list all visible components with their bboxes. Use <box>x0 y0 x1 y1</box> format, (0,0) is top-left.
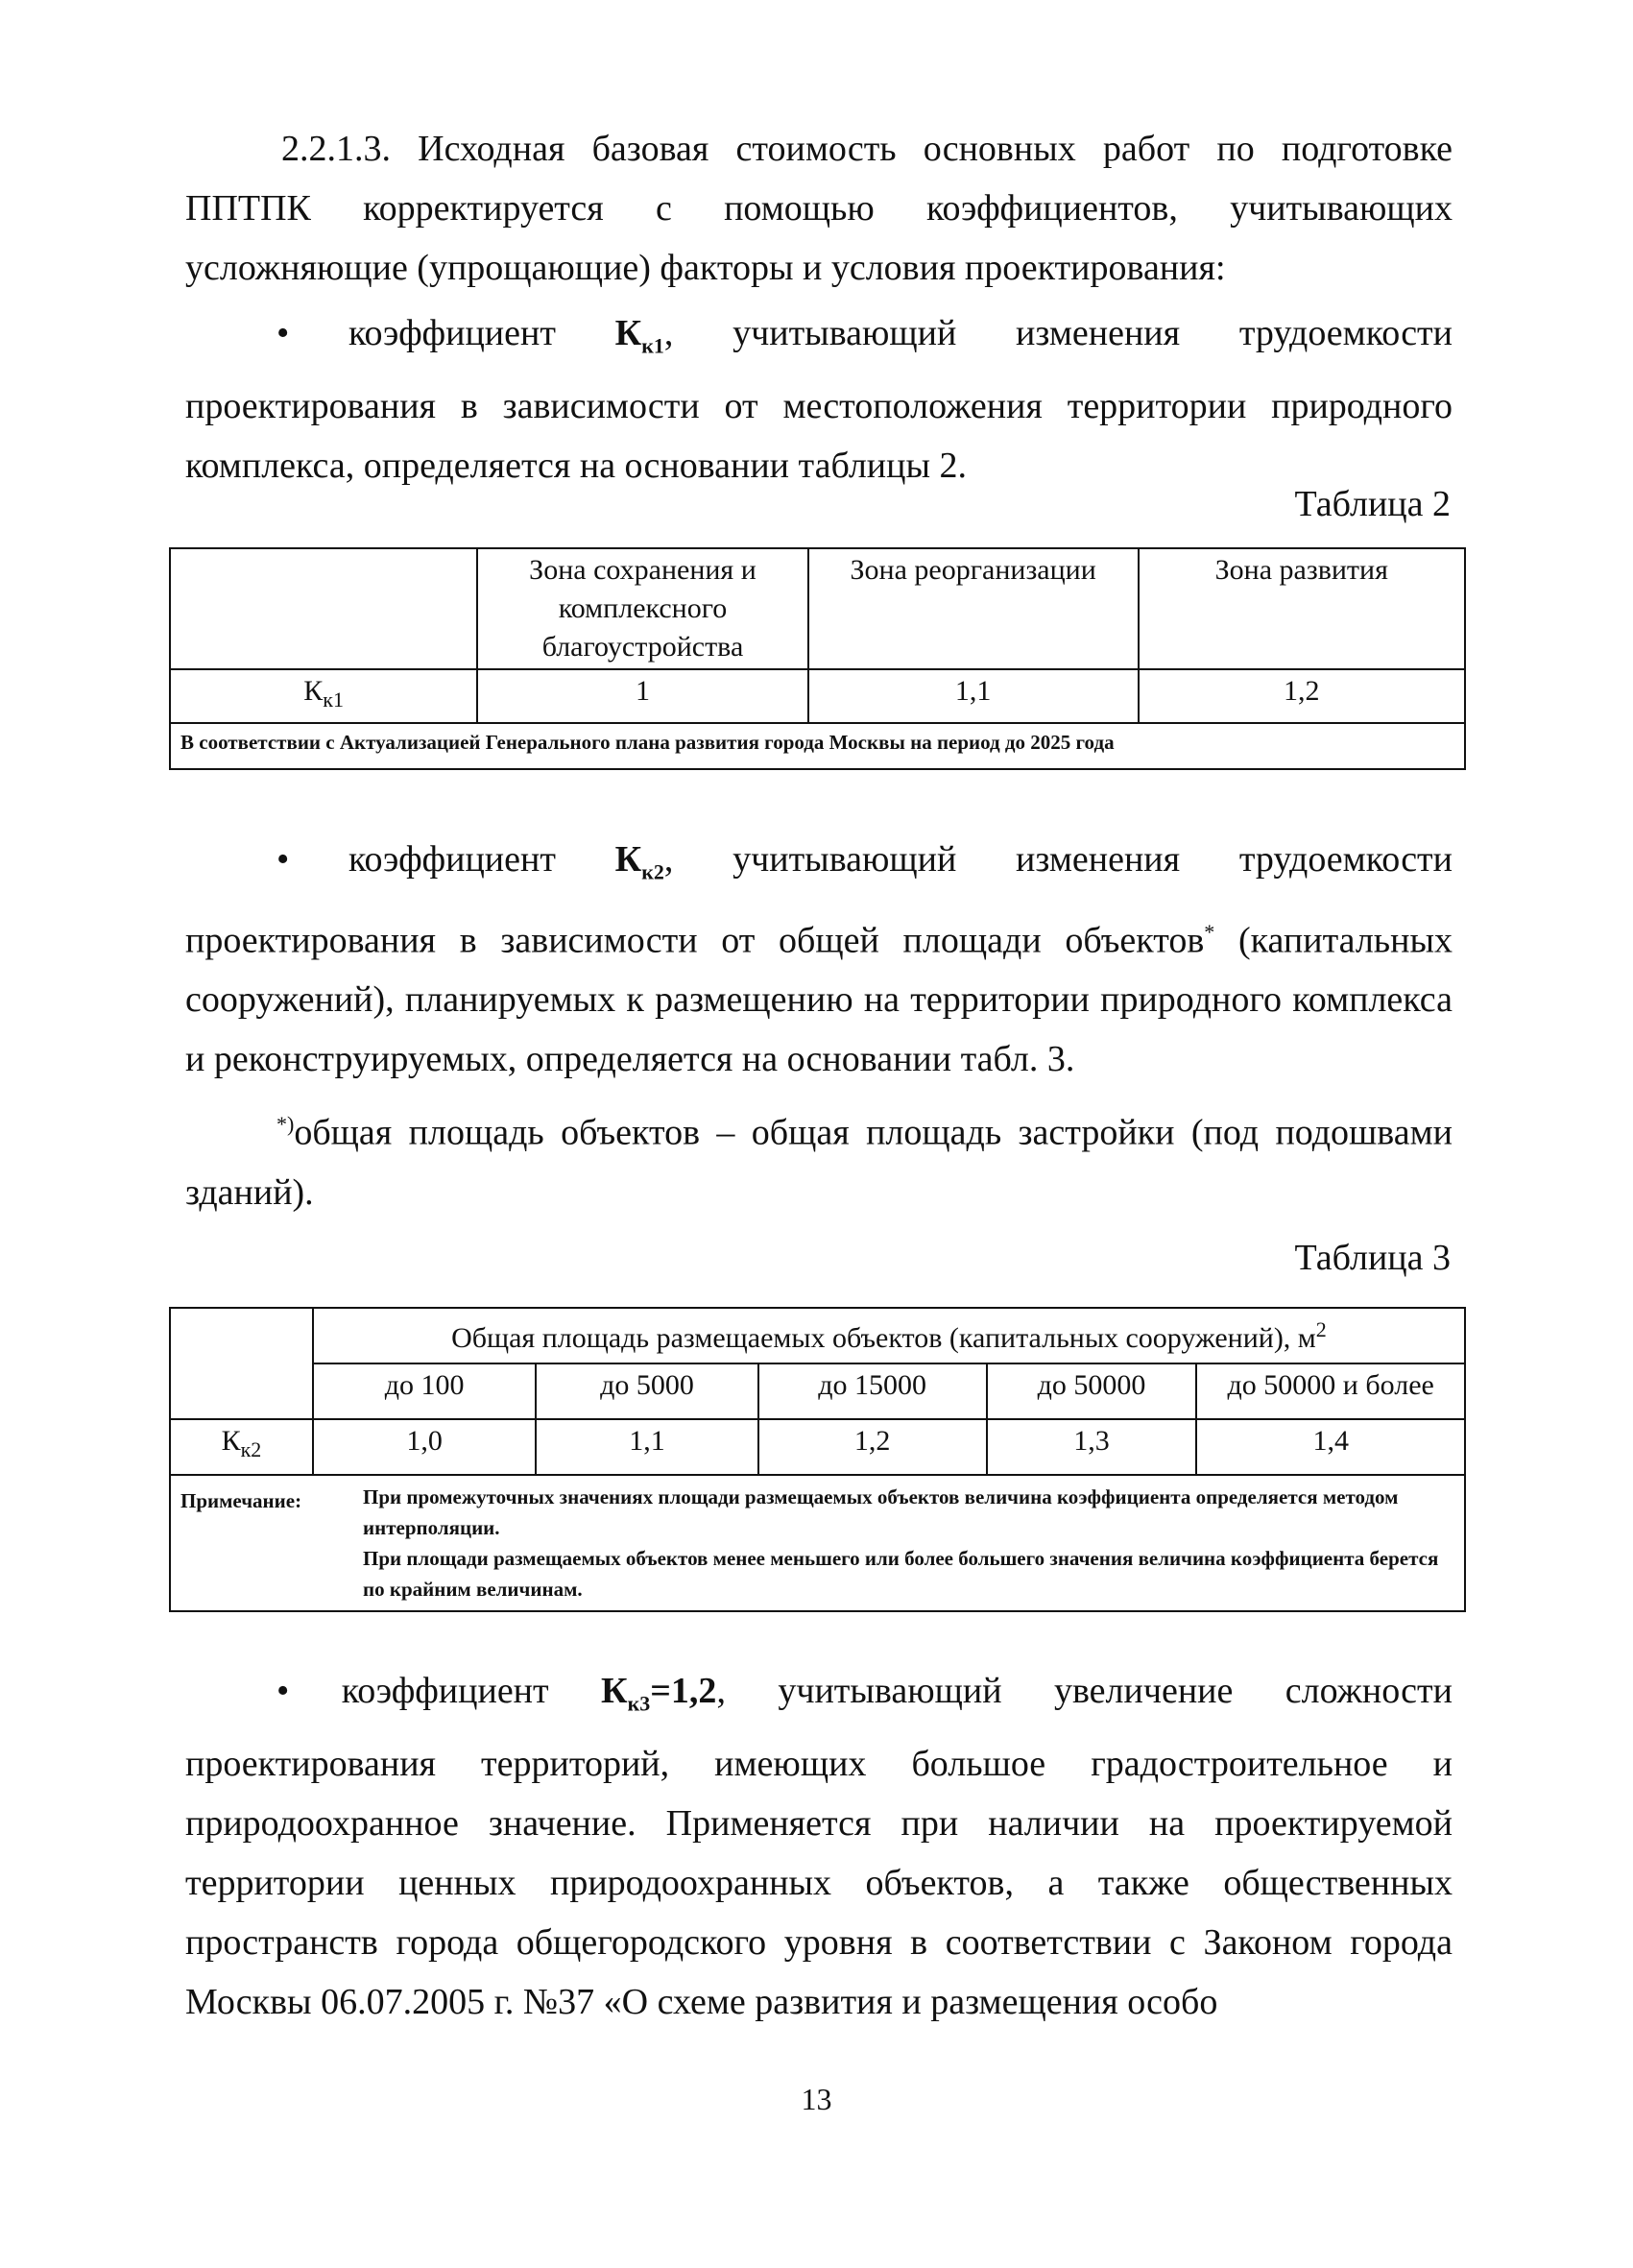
table2-caption: Таблица 2 <box>1294 484 1451 524</box>
table3-note-row <box>170 1475 1465 1611</box>
footnote-marker: * <box>1204 919 1215 944</box>
table3-range-cell: до 100 <box>313 1363 536 1419</box>
table2-note-row <box>170 723 1465 769</box>
table3-note <box>169 1474 1466 1612</box>
footnote-text: общая площадь объектов – общая площадь застройки (под подошвами зданий). <box>185 1112 1453 1213</box>
bullet-k2-text-end: (капитальных сооружений), планируемых к размещению на территории природного комплекса и реконструируемых, определяется на основании табл. 3. <box>185 920 1453 1080</box>
page-number: 13 <box>801 2082 832 2116</box>
table3-row-label-subscript: к2 <box>240 1437 262 1461</box>
coefficient-k3 <box>601 1671 717 1716</box>
table2-value-cell: 1 <box>477 669 808 723</box>
bullet-k1-prefix: • коэффициент <box>276 313 615 353</box>
table3-note-label: Примечание: <box>170 1475 353 1611</box>
bullet-k1 <box>185 303 1453 495</box>
table2-value-cell: 1,1 <box>808 669 1139 723</box>
paragraph-intro-line1: 2.2.1.3. Исходная базовая стоимость основных работ по подготовке <box>281 129 1453 169</box>
table3-row-label-symbol: К <box>221 1425 241 1457</box>
bullet-k2-prefix: • коэффициент <box>276 839 615 880</box>
table3-corner-cell <box>170 1308 313 1419</box>
coefficient-k1-subscript: к1 <box>641 333 664 358</box>
table3-header <box>313 1308 1465 1363</box>
table3-value-cell: 1,0 <box>313 1419 536 1475</box>
table2-note: В соответствии с Актуализацией Генерального плана развития города Москвы на период до 2025 года <box>170 723 1465 769</box>
table3-header-row <box>170 1308 1465 1363</box>
bullet-k3-text: , учитывающий увеличение сложности проектирования территорий, имеющих большое градостроительное и природоохранное значение. Применяется при наличии на проектируемой территории ценных природоохранных объектов, а также общественных пространств города общегородского уровня в соответствии с Законом города Москвы 06.07.2005 г. №37 «О схеме развития и размещения особо <box>185 1671 1453 2022</box>
table3-range-cell: до 5000 <box>536 1363 757 1419</box>
bullet-k3-prefix: • коэффициент <box>276 1671 602 1711</box>
coefficient-k2-symbol: К <box>614 839 642 880</box>
table3-range-cell: до 50000 <box>987 1363 1197 1419</box>
bullet-k1-text: , учитывающий изменения трудоемкости проектирования в зависимости от местоположения территории природного комплекса, определяется на основании таблицы 2. <box>185 313 1453 486</box>
table2-row-label <box>170 669 477 723</box>
table3-value-cell: 1,4 <box>1196 1419 1465 1475</box>
table3-range-cell: до 50000 и более <box>1196 1363 1465 1419</box>
footnote-paragraph <box>185 1095 1453 1222</box>
bullet-k3 <box>185 1661 1453 2032</box>
paragraph-intro-rest: ППТПК корректируется с помощью коэффициентов, учитывающих усложняющие (упрощающие) факторы и условия проектирования: <box>185 188 1453 288</box>
table2 <box>169 547 1466 770</box>
paragraph-intro <box>185 119 1453 298</box>
table2-value-row <box>170 669 1465 723</box>
bullet-k2 <box>185 830 1453 1089</box>
table3-value-cell: 1,1 <box>536 1419 757 1475</box>
table2-corner-cell <box>170 548 477 669</box>
table2-row-label-subscript: к1 <box>323 688 344 712</box>
table3-note-body <box>353 1475 1465 1611</box>
table3-ranges-row <box>170 1363 1465 1419</box>
coefficient-k3-symbol: К <box>601 1671 628 1711</box>
table3-range-cell: до 15000 <box>758 1363 987 1419</box>
coefficient-k3-subscript: к3 <box>627 1691 651 1716</box>
coefficient-k3-value: =1,2 <box>650 1671 717 1711</box>
table2-header-row <box>170 548 1465 669</box>
bullet-k2-text: , учитывающий изменения трудоемкости проектирования в зависимости от общей площади объектов <box>185 839 1453 961</box>
table3 <box>169 1307 1466 1476</box>
coefficient-k2 <box>614 839 664 884</box>
table2-header-zone-reorganization: Зона реорганизации <box>808 548 1139 669</box>
table3-value-row <box>170 1419 1465 1475</box>
table3-value-cell: 1,2 <box>758 1419 987 1475</box>
table3-row-label <box>170 1419 313 1475</box>
table3-note-line2: При площади размещаемых объектов менее меньшего или более большего значения величина коэффициента берется по крайним величинам. <box>363 1547 1439 1601</box>
table3-header-unit-exponent: 2 <box>1315 1317 1327 1341</box>
table3-value-cell: 1,3 <box>987 1419 1197 1475</box>
footnote-mark: *) <box>276 1112 295 1136</box>
coefficient-k2-subscript: к2 <box>641 859 664 884</box>
table3-header-text: Общая площадь размещаемых объектов (капитальных сооружений), м <box>451 1322 1316 1354</box>
table2-header-zone-preservation: Зона сохранения и комплексного благоустройства <box>477 548 808 669</box>
table2-value-cell: 1,2 <box>1139 669 1466 723</box>
table3-caption: Таблица 3 <box>1294 1238 1451 1278</box>
table3-note-line1: При промежуточных значениях площади размещаемых объектов величина коэффициента определяется методом интерполяции. <box>363 1485 1399 1539</box>
coefficient-k1 <box>614 313 664 358</box>
table2-row-label-symbol: К <box>303 675 324 707</box>
table2-header-zone-development: Зона развития <box>1139 548 1466 669</box>
coefficient-k1-symbol: К <box>614 313 642 353</box>
